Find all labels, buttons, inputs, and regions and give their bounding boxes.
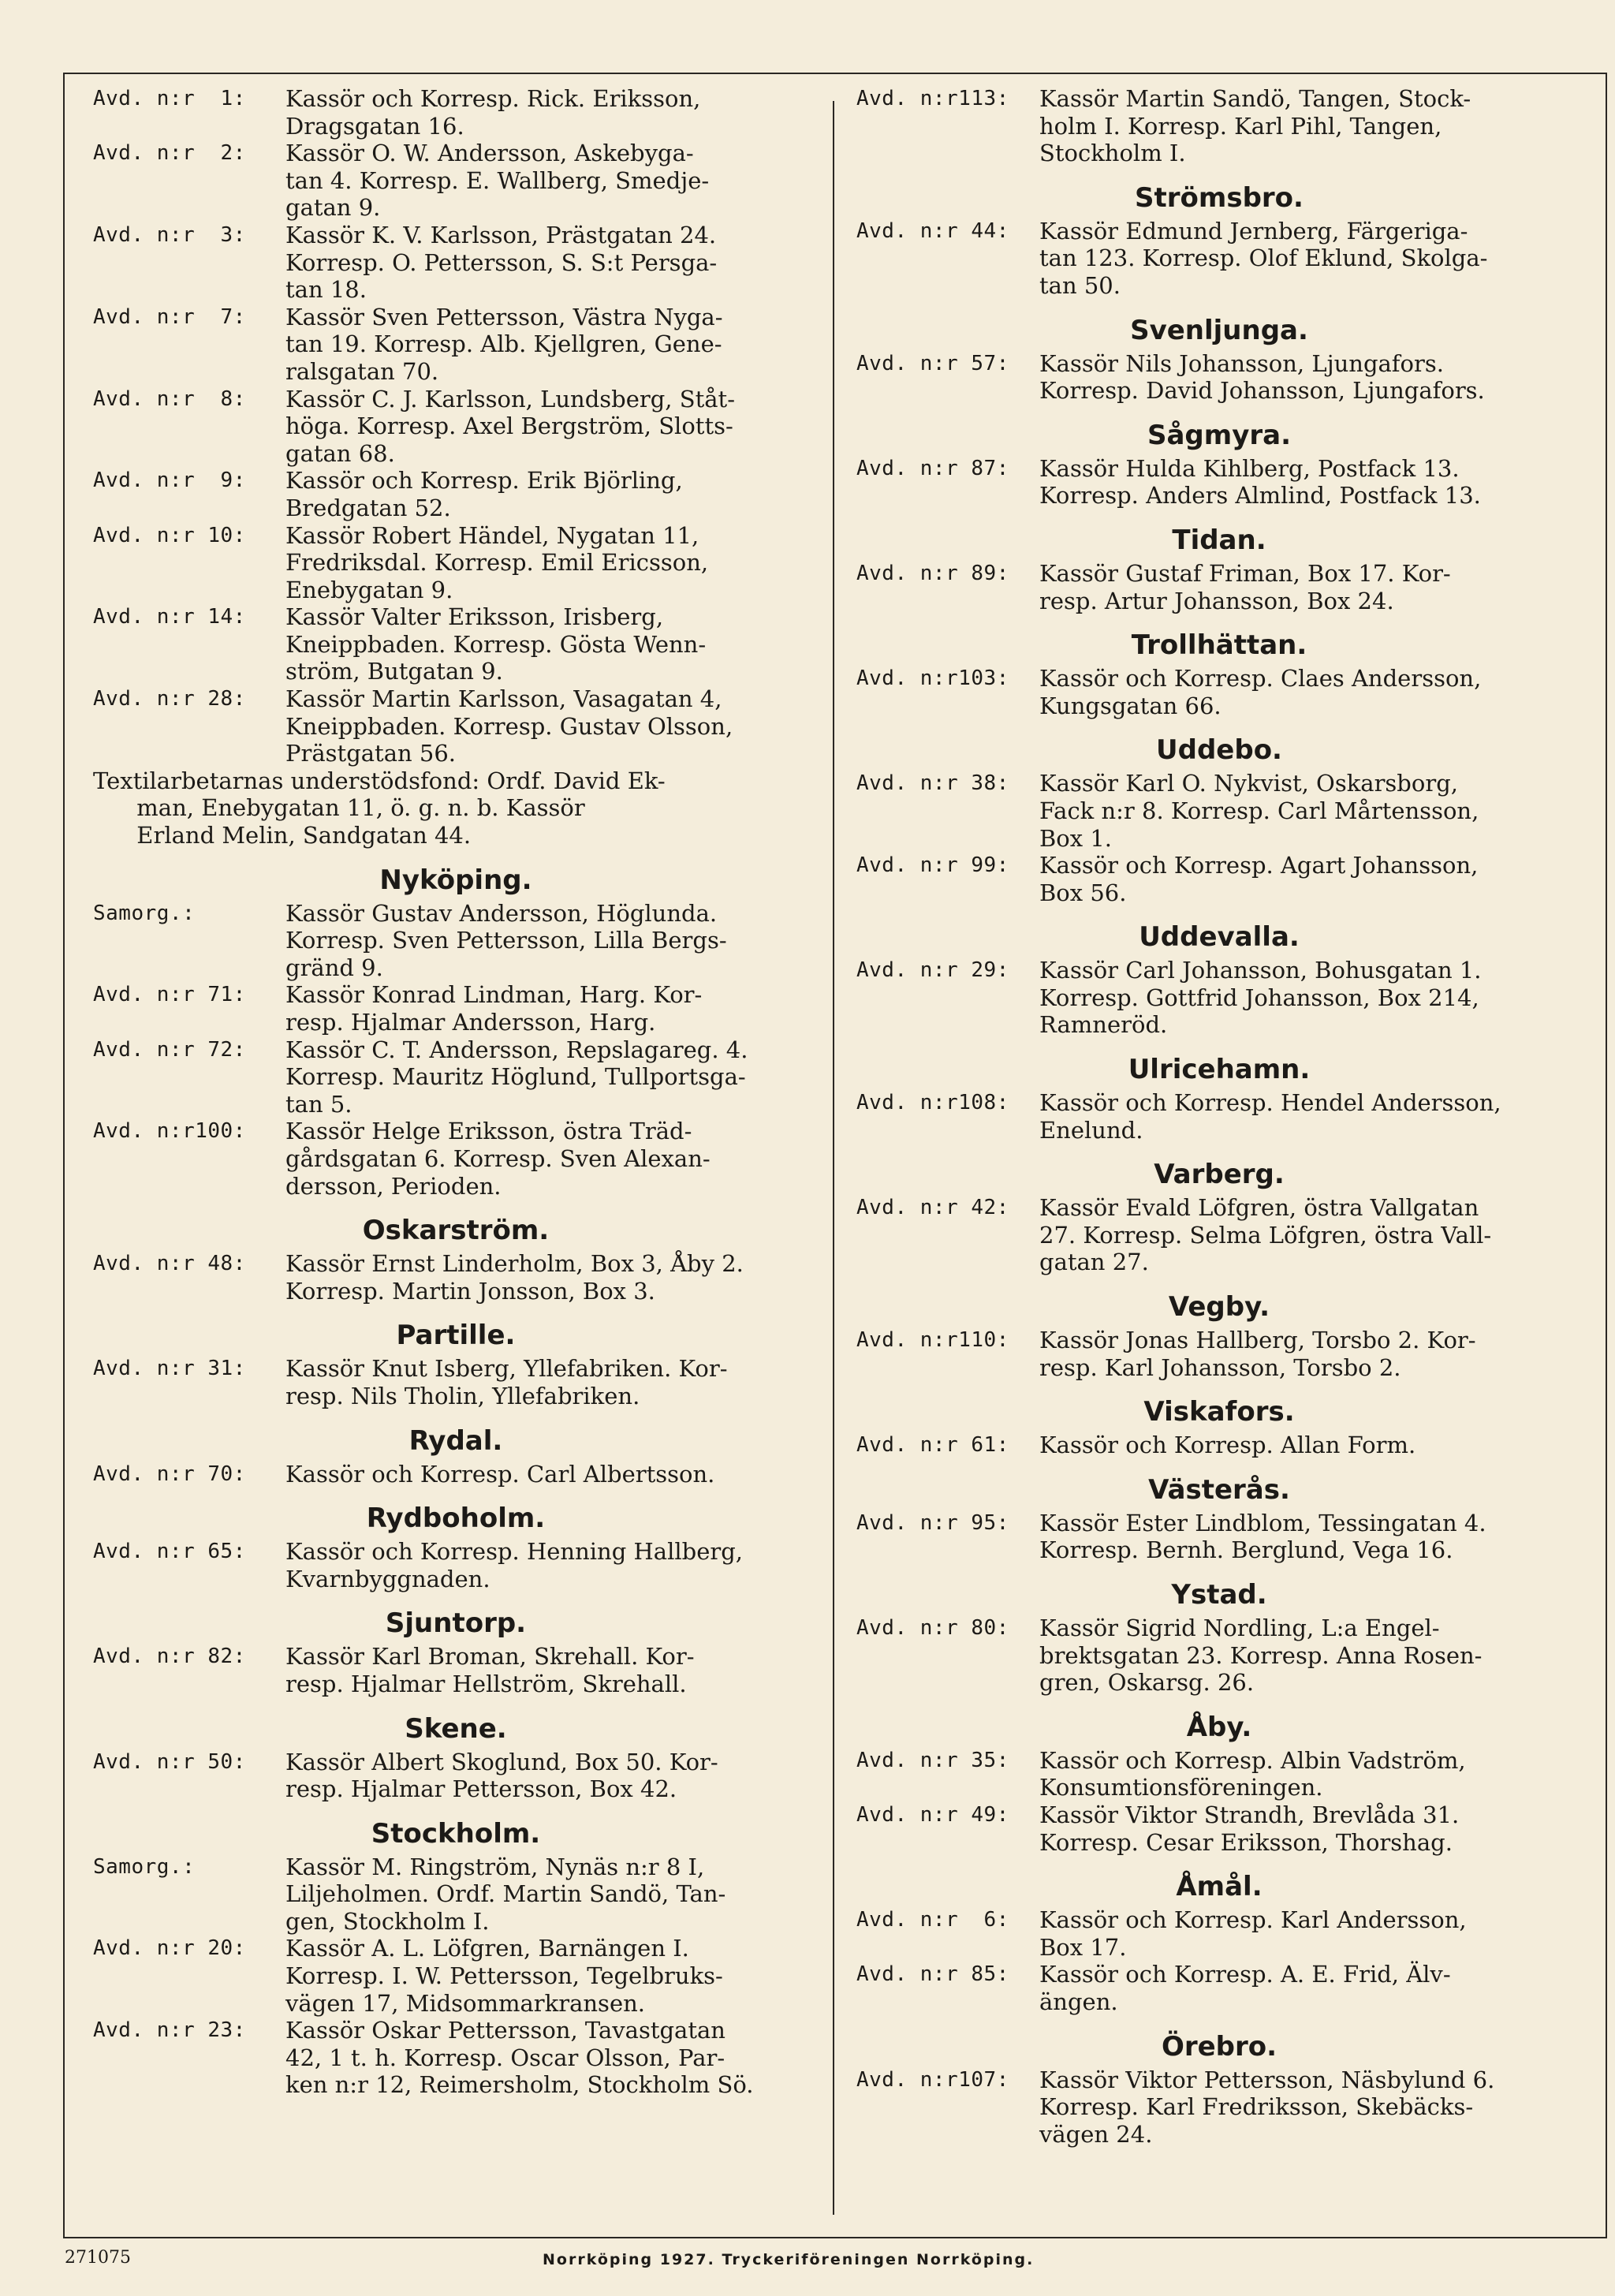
entry-line: Box 56. [1039, 879, 1127, 906]
entry-line: Kassör Evald Löfgren, östra Vallgatan [1039, 1194, 1479, 1222]
entry-line: ängen. [1039, 1988, 1118, 2015]
town-heading: Rydboholm. [366, 1503, 546, 1535]
entry-line: Kassör Gustav Andersson, Höglunda. [285, 899, 718, 927]
town-heading: Åmål. [1176, 1871, 1263, 1903]
directory-entry [856, 560, 1582, 614]
town-heading: Varberg. [1154, 1159, 1285, 1191]
division-label: Avd. n:r 50: [93, 1749, 246, 1774]
division-label: Avd. n:r 82: [93, 1645, 246, 1669]
entry-line: tan 18. [285, 276, 367, 304]
entry-line: vägen 24. [1039, 2120, 1153, 2148]
entry-line: Kassör och Korresp. Claes Andersson, [1039, 665, 1482, 693]
town-heading: Tidan. [1172, 524, 1266, 556]
entry-line: brektsgatan 23. Korresp. Anna Rosen- [1039, 1641, 1483, 1669]
directory-entry [93, 603, 819, 685]
entry-line: Enebygatan 9. [285, 576, 453, 603]
entry-line: gränd 9. [285, 954, 383, 981]
division-label: Avd. n:r 85: [856, 1962, 1009, 1987]
entry-line: Kneippbaden. Korresp. Gösta Wenn- [285, 630, 707, 658]
entry-text [285, 603, 819, 685]
entry-text [1039, 1432, 1582, 1459]
town-heading: Sågmyra. [1147, 419, 1291, 451]
division-label: Avd. n:r108: [856, 1091, 1009, 1115]
paragraph-line: Textilarbetarnas understödsfond: Ordf. David Ek- [93, 767, 666, 794]
entry-text [285, 85, 819, 140]
entry-line: Kassör Gustaf Friman, Box 17. Kor- [1039, 559, 1451, 587]
entry-line: tan 19. Korresp. Alb. Kjellgren, Gene- [285, 330, 722, 358]
entry-line: Kassör Ernst Linderholm, Box 3, Åby 2. [285, 1250, 744, 1278]
entry-line: Korresp. O. Pettersson, S. S:t Persga- [285, 248, 718, 276]
entry-line: Kassör A. L. Löfgren, Barnängen I. [285, 1935, 689, 1962]
entry-line: Kassör Sigrid Nordling, L:a Engel- [1039, 1615, 1440, 1641]
entry-line: Korresp. Sven Pettersson, Lilla Bergs- [285, 927, 727, 954]
entry-text [285, 140, 819, 222]
column-divider [833, 101, 834, 2215]
directory-entry [93, 1538, 819, 1592]
division-label: Avd. n:r 35: [856, 1748, 1009, 1772]
town-heading: Rydal. [408, 1424, 503, 1457]
entry-text [285, 1250, 819, 1305]
entry-text [285, 1643, 819, 1697]
town-heading: Stockholm. [371, 1817, 541, 1850]
directory-entry [856, 1961, 1582, 2015]
division-label: Samorg.: [93, 1854, 196, 1879]
entry-text [285, 1538, 819, 1592]
town-heading: Partille. [396, 1320, 516, 1352]
entry-line: Kneippbaden. Korresp. Gustav Olsson, [285, 712, 733, 740]
footer-imprint: Norrköping 1927. Tryckeriföreningen Norrköping. [543, 2251, 1035, 2268]
entry-line: Kassör Oskar Pettersson, Tavastgatan [285, 2017, 725, 2044]
division-label: Avd. n:r 2: [93, 141, 246, 166]
division-label: Avd. n:r 28: [93, 687, 246, 711]
entry-text [1039, 1510, 1582, 1564]
division-label: Avd. n:r 80: [856, 1616, 1009, 1640]
directory-entry [93, 1355, 819, 1409]
entry-text [1039, 218, 1582, 300]
entry-text [285, 386, 819, 468]
entry-text [285, 1935, 819, 2017]
town-heading: Ystad. [1171, 1579, 1267, 1611]
entry-line: Kassör O. W. Andersson, Askebyga- [285, 140, 694, 167]
entry-line: Kassör och Korresp. Agart Johansson, [1039, 852, 1479, 879]
entry-line: Konsumtionsföreningen. [1039, 1774, 1323, 1801]
entry-line: resp. Artur Johansson, Box 24. [1039, 587, 1394, 614]
entry-text [1039, 1089, 1582, 1144]
division-label: Avd. n:r 31: [93, 1357, 246, 1381]
entry-line: Kassör Viktor Pettersson, Näsbylund 6. [1039, 2066, 1495, 2093]
entry-text [285, 2017, 819, 2099]
directory-entry [856, 218, 1582, 300]
town-heading: Ulricehamn. [1128, 1054, 1311, 1086]
entry-line: Kassör och Korresp. Rick. Eriksson, [285, 85, 701, 112]
division-label: Avd. n:r 14: [93, 605, 246, 629]
entry-text [1039, 1327, 1582, 1381]
entry-line: Korresp. Karl Fredriksson, Skebäcks- [1039, 2093, 1474, 2121]
directory-entry [93, 1854, 819, 1936]
entry-line: resp. Hjalmar Pettersson, Box 42. [285, 1775, 677, 1803]
town-heading: Oskarström. [362, 1215, 550, 1247]
entry-line: Enelund. [1039, 1116, 1143, 1144]
directory-entry [856, 1906, 1582, 1961]
entry-line: gatan 68. [285, 439, 395, 467]
division-label: Avd. n:r 42: [856, 1196, 1009, 1220]
entry-line: Kassör M. Ringström, Nynäs n:r 8 I, [285, 1853, 705, 1880]
town-heading: Åby. [1186, 1711, 1252, 1743]
division-label: Avd. n:r 29: [856, 958, 1009, 983]
division-label: Samorg.: [93, 901, 196, 925]
entry-line: Box 17. [1039, 1933, 1127, 1961]
town-heading: Svenljunga. [1130, 314, 1308, 346]
entry-text [1039, 560, 1582, 614]
entry-line: höga. Korresp. Axel Bergström, Slotts- [285, 413, 733, 440]
entry-line: gatan 9. [285, 194, 381, 222]
division-label: Avd. n:r 8: [93, 386, 246, 411]
entry-line: Prästgatan 56. [285, 740, 457, 767]
directory-entry [93, 304, 819, 386]
entry-line: Kungsgatan 66. [1039, 692, 1222, 719]
directory-entry [856, 1747, 1582, 1801]
right-column [856, 85, 1582, 2148]
directory-entry [856, 852, 1582, 906]
entry-text [285, 981, 819, 1036]
entry-line: gren, Oskarsg. 26. [1039, 1669, 1255, 1697]
entry-line: Kassör Valter Eriksson, Irisberg, [285, 603, 664, 631]
town-heading: Skene. [405, 1712, 507, 1745]
paragraph-line: Erland Melin, Sandgatan 44. [93, 822, 472, 849]
entry-line: Kassör och Korresp. Karl Andersson, [1039, 1906, 1467, 1934]
division-label: Avd. n:r 38: [856, 771, 1009, 796]
entry-line: gen, Stockholm I. [285, 1907, 490, 1935]
entry-text [285, 685, 819, 767]
entry-line: Kassör och Korresp. A. E. Frid, Älv- [1039, 1961, 1451, 1988]
entry-text [1039, 1194, 1582, 1276]
division-label: Avd. n:r 9: [93, 469, 246, 493]
entry-line: resp. Hjalmar Andersson, Harg. [285, 1009, 656, 1036]
entry-text [285, 467, 819, 521]
entry-text [1039, 665, 1582, 719]
entry-line: Fack n:r 8. Korresp. Carl Mårtensson, [1039, 797, 1479, 824]
entry-text [285, 1355, 819, 1409]
division-label: Avd. n:r 48: [93, 1252, 246, 1276]
directory-entry [856, 1089, 1582, 1144]
entry-text [1039, 1961, 1582, 2015]
entry-line: Korresp. I. W. Pettersson, Tegelbruks- [285, 1962, 723, 1990]
division-label: Avd. n:r110: [856, 1328, 1009, 1353]
entry-line: resp. Hjalmar Hellström, Skrehall. [285, 1670, 687, 1697]
directory-entry [856, 957, 1582, 1039]
entry-text [285, 1461, 819, 1488]
entry-line: Ramneröd. [1039, 1011, 1168, 1039]
entry-line: Kassör K. V. Karlsson, Prästgatan 24. [285, 221, 717, 248]
directory-entry [93, 1935, 819, 2017]
entry-text [285, 522, 819, 604]
entry-line: Kassör Ester Lindblom, Tessingatan 4. [1039, 1509, 1486, 1536]
town-heading: Vegby. [1168, 1291, 1270, 1323]
entry-line: resp. Karl Johansson, Torsbo 2. [1039, 1353, 1401, 1381]
entry-line: Kassör Robert Händel, Nygatan 11, [285, 521, 699, 549]
directory-entry [856, 455, 1582, 510]
entry-line: Kassör och Korresp. Albin Vadström, [1039, 1746, 1466, 1774]
directory-entry [93, 140, 819, 222]
directory-entry [93, 1643, 819, 1697]
directory-entry [856, 770, 1582, 852]
division-label: Avd. n:r103: [856, 666, 1009, 691]
entry-text [285, 222, 819, 304]
directory-entry [856, 1194, 1582, 1276]
division-label: Avd. n:r 99: [856, 853, 1009, 878]
directory-entry [93, 900, 819, 982]
entry-text [285, 304, 819, 386]
entry-line: Kassör Karl Broman, Skrehall. Kor- [285, 1643, 695, 1671]
town-heading: Västerås. [1148, 1473, 1290, 1506]
entry-line: Korresp. Martin Jonsson, Box 3. [285, 1277, 655, 1305]
entry-line: Kassör Helge Eriksson, östra Träd- [285, 1118, 692, 1145]
division-label: Avd. n:r 65: [93, 1540, 246, 1564]
entry-line: ken n:r 12, Reimersholm, Stockholm Sö. [285, 2071, 754, 2099]
entry-line: resp. Nils Tholin, Yllefabriken. [285, 1382, 640, 1409]
directory-entry [856, 1327, 1582, 1381]
entry-line: Kassör Nils Johansson, Ljungafors. [1039, 349, 1444, 377]
entry-line: 42, 1 t. h. Korresp. Oscar Olsson, Par- [285, 2044, 725, 2071]
entry-line: Kassör Karl O. Nykvist, Oskarsborg, [1039, 770, 1458, 797]
directory-entry [93, 467, 819, 521]
footer-code: 271075 [65, 2248, 131, 2268]
entry-line: ström, Butgatan 9. [285, 658, 503, 685]
entry-line: dersson, Perioden. [285, 1172, 502, 1200]
entry-line: vägen 17, Midsommarkransen. [285, 1989, 645, 2017]
entry-text [285, 900, 819, 982]
entry-line: Kassör Viktor Strandh, Brevlåda 31. [1039, 1801, 1460, 1828]
paragraph-line: man, Enebygatan 11, ö. g. n. b. Kassör [93, 794, 585, 822]
entry-line: Kassör Carl Johansson, Bohusgatan 1. [1039, 957, 1482, 984]
entry-line: Kassör Martin Sandö, Tangen, Stock- [1039, 85, 1471, 112]
entry-line: Kassör Jonas Hallberg, Torsbo 2. Kor- [1039, 1327, 1476, 1354]
entry-text [1039, 770, 1582, 852]
directory-entry [856, 85, 1582, 167]
entry-line: tan 4. Korresp. E. Wallberg, Smedje- [285, 166, 710, 194]
entry-line: Kassör Sven Pettersson, Västra Nyga- [285, 303, 723, 330]
entry-line: Kvarnbyggnaden. [285, 1565, 490, 1592]
entry-line: Kassör Martin Karlsson, Vasagatan 4, [285, 685, 722, 713]
entry-text [285, 1036, 819, 1118]
entry-line: Kassör Albert Skoglund, Box 50. Kor- [285, 1748, 718, 1775]
division-label: Avd. n:r 57: [856, 351, 1009, 375]
directory-entry [93, 685, 819, 767]
division-label: Avd. n:r 44: [856, 218, 1009, 243]
directory-entry [856, 1615, 1582, 1697]
entry-line: tan 123. Korresp. Olof Eklund, Skolga- [1039, 245, 1488, 272]
entry-text [285, 1749, 819, 1803]
entry-line: Kassör och Korresp. Erik Björling, [285, 467, 683, 495]
directory-entry [93, 1461, 819, 1488]
entry-line: Korresp. Gottfrid Johansson, Box 214, [1039, 984, 1479, 1011]
division-label: Avd. n:r100: [93, 1119, 246, 1144]
entry-line: Kassör Edmund Jernberg, Färgeriga- [1039, 217, 1468, 245]
entry-line: Kassör och Korresp. Allan Form. [1039, 1432, 1416, 1459]
directory-entry [93, 981, 819, 1036]
entry-line: Kassör Konrad Lindman, Harg. Kor- [285, 981, 703, 1009]
division-label: Avd. n:r 10: [93, 523, 246, 547]
entry-line: Korresp. Anders Almlind, Postfack 13. [1039, 482, 1481, 510]
entry-line: Liljeholmen. Ordf. Martin Sandö, Tan- [285, 1880, 726, 1908]
division-label: Avd. n:r113: [856, 87, 1009, 110]
entry-line: Kassör Hulda Kihlberg, Postfack 13. [1039, 454, 1460, 482]
division-label: Avd. n:r 6: [856, 1908, 1009, 1932]
entry-line: Kassör och Korresp. Henning Hallberg, [285, 1538, 744, 1566]
directory-entry [93, 1118, 819, 1200]
entry-line: Stockholm I. [1039, 140, 1186, 167]
entry-line: gårdsgatan 6. Korresp. Sven Alexan- [285, 1144, 711, 1172]
left-column [93, 85, 819, 2099]
entry-text [1039, 1615, 1582, 1697]
entry-line: Korresp. David Johansson, Ljungafors. [1039, 377, 1485, 405]
entry-line: tan 5. [285, 1090, 352, 1118]
entry-text [285, 1118, 819, 1200]
entry-line: Korresp. Bernh. Berglund, Vega 16. [1039, 1536, 1453, 1564]
division-label: Avd. n:r 23: [93, 2018, 246, 2043]
directory-entry [856, 2066, 1582, 2149]
directory-entry [856, 1801, 1582, 1856]
bottom-rule [63, 2237, 1607, 2238]
division-label: Avd. n:r 72: [93, 1037, 246, 1062]
directory-entry [856, 350, 1582, 405]
directory-entry [93, 1749, 819, 1803]
town-heading: Uddebo. [1156, 734, 1282, 767]
entry-text [1039, 852, 1582, 906]
entry-line: Bredgatan 52. [285, 494, 451, 521]
entry-line: Box 1. [1039, 824, 1113, 852]
division-label: Avd. n:r 87: [856, 456, 1009, 480]
directory-entry [93, 85, 819, 140]
division-label: Avd. n:r 7: [93, 304, 246, 329]
entry-text [1039, 1801, 1582, 1856]
division-label: Avd. n:r 3: [93, 222, 246, 247]
entry-line: holm I. Korresp. Karl Pihl, Tangen, [1039, 112, 1442, 140]
entry-text [1039, 85, 1582, 167]
directory-entry [93, 1250, 819, 1305]
directory-entry [93, 2017, 819, 2099]
entry-text [1039, 957, 1582, 1039]
entry-line: gatan 27. [1039, 1249, 1149, 1276]
division-label: Avd. n:r 95: [856, 1510, 1009, 1535]
entry-line: Korresp. Cesar Eriksson, Thorshag. [1039, 1828, 1453, 1856]
entry-line: Kassör Knut Isberg, Yllefabriken. Kor- [285, 1355, 728, 1383]
division-label: Avd. n:r107: [856, 2067, 1009, 2092]
entry-line: Dragsgatan 16. [285, 112, 464, 140]
entry-text [285, 1854, 819, 1936]
directory-entry [856, 665, 1582, 719]
entry-line: Kassör och Korresp. Carl Albertsson. [285, 1460, 715, 1488]
directory-entry [93, 522, 819, 604]
entry-line: Fredriksdal. Korresp. Emil Ericsson, [285, 549, 709, 577]
town-heading: Viskafors. [1143, 1396, 1295, 1428]
entry-text [1039, 2066, 1582, 2149]
entry-line: ralsgatan 70. [285, 357, 439, 385]
town-heading: Strömsbro. [1135, 181, 1304, 214]
entry-line: Korresp. Mauritz Höglund, Tullportsga- [285, 1063, 746, 1091]
town-heading: Örebro. [1161, 2030, 1277, 2063]
directory-entry [93, 222, 819, 304]
division-label: Avd. n:r 20: [93, 1936, 246, 1961]
directory-entry [93, 386, 819, 468]
entry-text [1039, 455, 1582, 510]
entry-line: Kassör C. J. Karlsson, Lundsberg, Ståt- [285, 385, 736, 413]
division-label: Avd. n:r 71: [93, 983, 246, 1007]
directory-entry [856, 1510, 1582, 1564]
entry-line: tan 50. [1039, 271, 1121, 299]
town-heading: Sjuntorp. [385, 1607, 527, 1640]
fund-paragraph [93, 767, 819, 849]
division-label: Avd. n:r 70: [93, 1462, 246, 1486]
town-heading: Uddevalla. [1139, 921, 1300, 954]
town-heading: Nyköping. [379, 864, 532, 896]
town-heading: Trollhättan. [1131, 629, 1307, 662]
division-label: Avd. n:r 89: [856, 561, 1009, 585]
entry-line: Kassör och Korresp. Hendel Andersson, [1039, 1089, 1501, 1117]
entry-line: 27. Korresp. Selma Löfgren, östra Vall- [1039, 1221, 1492, 1249]
directory-entry [93, 1036, 819, 1118]
division-label: Avd. n:r 61: [856, 1433, 1009, 1458]
entry-text [1039, 1747, 1582, 1801]
entry-text [1039, 1906, 1582, 1961]
directory-entry [856, 1432, 1582, 1459]
division-label: Avd. n:r 49: [856, 1802, 1009, 1827]
entry-text [1039, 350, 1582, 405]
division-label: Avd. n:r 1: [93, 87, 246, 110]
entry-line: Kassör C. T. Andersson, Repslagareg. 4. [285, 1036, 748, 1063]
